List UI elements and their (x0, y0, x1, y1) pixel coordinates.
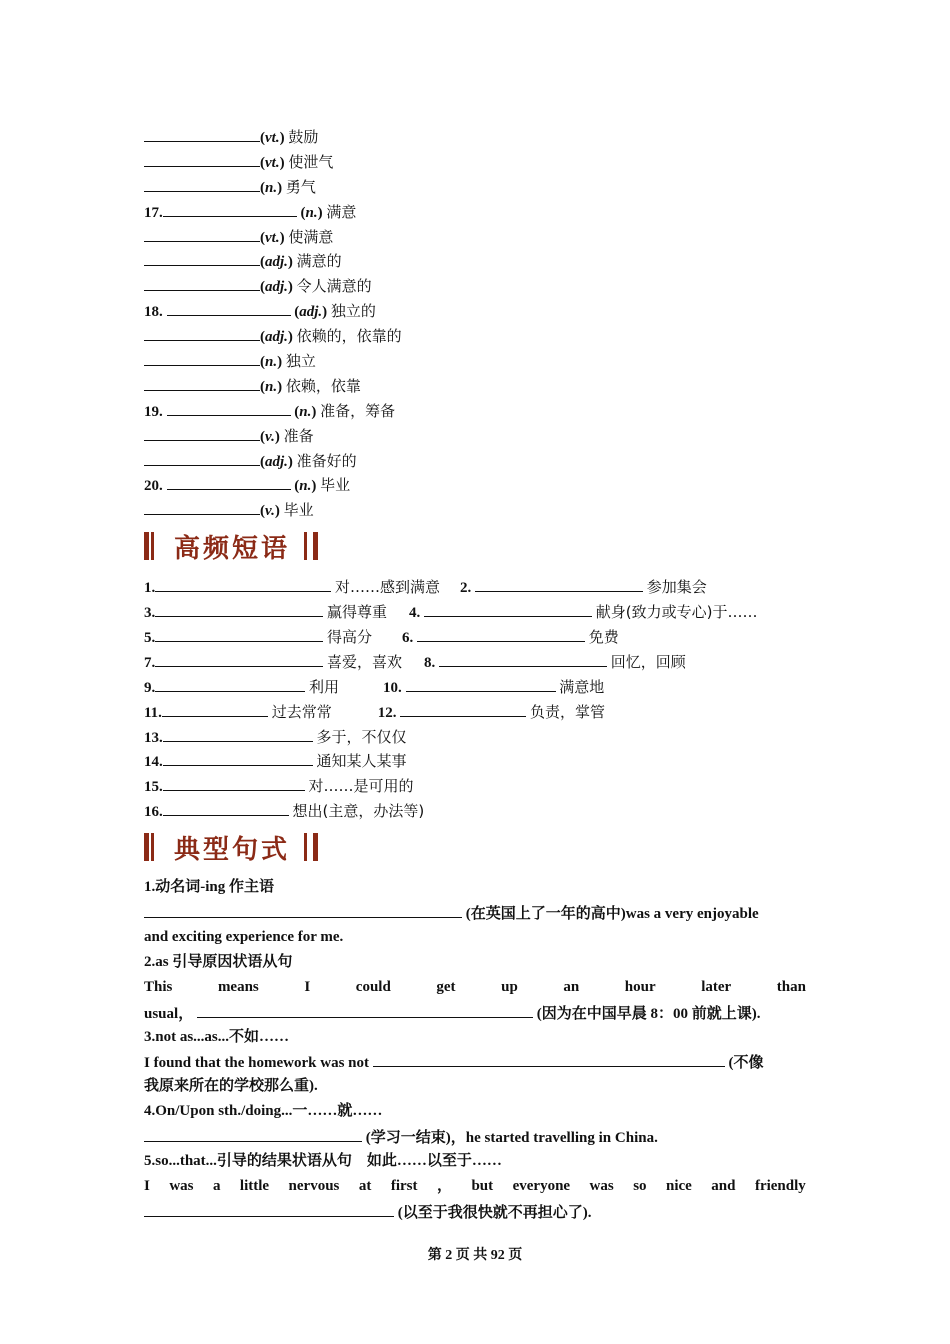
phrase-row (144, 724, 806, 749)
sentence-word: was (169, 1177, 194, 1194)
item-number: 18. (144, 304, 163, 321)
answer-blank[interactable] (424, 599, 592, 617)
phrase-meaning: 通知某人某事 (316, 752, 407, 771)
answer-blank[interactable] (144, 224, 260, 242)
sentence-word: so (633, 1177, 647, 1194)
sentence-word: get (436, 978, 456, 995)
answer-blank[interactable] (144, 900, 462, 918)
sentence-word: at (358, 1177, 372, 1194)
item-number: 15. (144, 779, 163, 796)
vocab-row: (v.) 毕业 (144, 497, 806, 522)
part-of-speech: n. (299, 478, 312, 495)
sentence-word: could (355, 978, 391, 995)
sentence-word: first (390, 1177, 418, 1194)
banner-bar-icon (304, 833, 307, 861)
section-banner-phrases (144, 524, 806, 568)
answer-blank[interactable] (373, 1049, 725, 1067)
banner-bar-icon (144, 532, 149, 560)
sentence-title: 4.On/Upon sth./doing...一……就…… (144, 1103, 383, 1120)
meaning: 依赖的，依靠的 (296, 327, 402, 346)
vocab-row: (vt.) 使泄气 (144, 149, 806, 174)
phrase-meaning: 喜爱，喜欢 (327, 652, 403, 671)
phrase-meaning: 多于，不仅仅 (316, 727, 407, 746)
phrase-row (144, 574, 806, 599)
phrase-meaning: 得高分 (327, 628, 373, 647)
phrase-meaning: 对……感到满意 (335, 578, 441, 597)
answer-blank[interactable] (417, 624, 585, 642)
sentence-title: 1.动名词-ing 作主语 (144, 879, 275, 896)
phrase-meaning: 过去常常 (271, 702, 332, 721)
sentence-hint: (学习一结束)，he started travelling in China. (365, 1130, 658, 1147)
item-number: 17. (144, 204, 163, 221)
sentence-word: was (589, 1177, 614, 1194)
part-of-speech: n. (265, 378, 278, 395)
item-number: 10. (383, 679, 402, 696)
sentence-word: little (239, 1177, 270, 1194)
meaning: 准备，筹备 (320, 401, 396, 420)
answer-blank[interactable] (406, 674, 556, 692)
worksheet-page (144, 124, 806, 1224)
answer-blank[interactable] (144, 124, 260, 142)
sentence-justified-row (144, 975, 806, 1000)
part-of-speech: n. (305, 204, 318, 221)
sentence-title: 3.not as...as...不如…… (144, 1028, 290, 1045)
answer-blank[interactable] (144, 448, 260, 466)
answer-blank[interactable] (144, 373, 260, 391)
part-of-speech: vt. (265, 130, 280, 146)
vocab-list (144, 124, 806, 522)
part-of-speech: adj. (265, 453, 288, 470)
item-number: 16. (144, 804, 163, 821)
sentence-row (144, 1124, 806, 1149)
part-of-speech: adj. (265, 279, 288, 296)
vocab-row: (adj.) 准备好的 (144, 448, 806, 473)
sentence-word: nervous (288, 1177, 340, 1194)
item-number: 1. (144, 580, 156, 597)
sentence-word: I (144, 1177, 150, 1194)
sentence-word: I (304, 978, 311, 995)
part-of-speech: n. (265, 179, 278, 196)
section-title: 典型句式 (174, 834, 291, 865)
phrase-meaning: 想出(主意，办法等) (292, 802, 425, 821)
answer-blank[interactable] (144, 273, 260, 291)
answer-blank[interactable] (475, 574, 643, 592)
phrase-row (144, 674, 806, 699)
meaning: 毕业 (320, 476, 351, 495)
meaning: 独立 (285, 352, 316, 371)
meaning: 独立的 (330, 302, 376, 321)
answer-blank[interactable] (155, 574, 331, 592)
part-of-speech: v. (265, 503, 275, 520)
vocab-row: 20. (n.) 毕业 (144, 472, 806, 497)
meaning: 满意 (326, 202, 357, 221)
phrase-meaning: 献身(致力或专心)于…… (595, 603, 758, 622)
phrase-meaning: 赢得尊重 (327, 603, 388, 622)
sentence-title: 5.so...that...引导的结果状语从句 如此……以至于…… (144, 1152, 502, 1169)
sentence-hint: (以至于我很快就不再担心了). (397, 1204, 592, 1221)
section-title: 高频短语 (174, 533, 291, 564)
phrase-meaning: 参加集会 (646, 578, 707, 597)
answer-blank[interactable] (155, 649, 323, 667)
phrase-meaning: 免费 (588, 628, 619, 647)
item-number: 5. (144, 630, 156, 647)
item-number: 13. (144, 729, 163, 746)
banner-bar-icon (313, 833, 318, 861)
banner-bar-icon (313, 532, 318, 560)
phrase-meaning: 满意地 (559, 677, 605, 696)
answer-blank[interactable] (144, 174, 260, 192)
meaning: 满意的 (296, 252, 342, 271)
phrase-row (144, 798, 806, 823)
phrase-row (144, 649, 806, 674)
item-number: 4. (409, 605, 421, 622)
vocab-row: 17. (n.) 满意 (144, 199, 806, 224)
answer-blank[interactable] (163, 199, 297, 217)
sentence-continuation: 我原来所在的学校那么重). (144, 1078, 318, 1095)
sentence-row (144, 900, 806, 925)
part-of-speech: adj. (299, 304, 323, 321)
banner-bar-icon (151, 833, 154, 861)
answer-blank[interactable] (167, 472, 291, 490)
item-number: 8. (424, 654, 436, 671)
item-number: 3. (144, 605, 156, 622)
sentence-word: than (776, 978, 806, 995)
part-of-speech: vt. (265, 229, 280, 246)
sentence-list (144, 875, 806, 1223)
answer-blank[interactable] (197, 1000, 533, 1018)
sentence-row (144, 1049, 806, 1074)
answer-blank[interactable] (144, 1124, 362, 1142)
sentence-row (144, 1000, 806, 1025)
sentence-justified-row (144, 1174, 806, 1199)
answer-blank[interactable] (155, 674, 305, 692)
phrase-meaning: 对……是可用的 (308, 777, 414, 796)
vocab-row: (n.) 勇气 (144, 174, 806, 199)
answer-blank[interactable] (163, 748, 313, 766)
answer-blank[interactable] (144, 248, 260, 266)
part-of-speech: vt. (265, 154, 280, 171)
answer-blank[interactable] (155, 624, 323, 642)
vocab-row: (adj.) 满意的 (144, 248, 806, 273)
answer-blank[interactable] (144, 497, 260, 515)
phrase-meaning: 负责，掌管 (529, 702, 605, 721)
phrase-row (144, 773, 806, 798)
sentence-word: an (563, 978, 580, 995)
answer-blank[interactable] (155, 599, 323, 617)
sentence-word: hour (624, 978, 656, 995)
sentence-row (144, 1199, 806, 1224)
answer-blank[interactable] (144, 423, 260, 441)
answer-blank[interactable] (163, 773, 305, 791)
vocab-row: 19. (n.) 准备，筹备 (144, 398, 806, 423)
item-number: 7. (144, 654, 156, 671)
phrase-row (144, 699, 806, 724)
vocab-row: (vt.) 鼓励 (144, 124, 806, 149)
answer-blank[interactable] (144, 323, 260, 341)
meaning: 准备好的 (296, 451, 357, 470)
item-number: 2. (460, 580, 472, 597)
phrase-list (144, 574, 806, 823)
item-number: 9. (144, 679, 156, 696)
phrase-row (144, 748, 806, 773)
phrase-row (144, 599, 806, 624)
sentence-word: This (144, 978, 173, 995)
item-number: 6. (402, 630, 414, 647)
meaning: 依赖，依靠 (285, 376, 361, 395)
item-number: 11. (144, 704, 162, 721)
phrase-meaning: 利用 (309, 677, 340, 696)
sentence-word: nice (666, 1177, 692, 1194)
meaning: 使满意 (288, 227, 334, 246)
sentence-word: friendly (754, 1177, 806, 1194)
vocab-row: (vt.) 使满意 (144, 224, 806, 249)
phrase-meaning: 回忆，回顾 (610, 652, 686, 671)
meaning: 鼓励 (288, 128, 319, 146)
meaning: 令人满意的 (296, 277, 372, 296)
banner-bar-icon (144, 833, 149, 861)
item-number: 20. (144, 478, 163, 495)
answer-blank[interactable] (167, 298, 291, 316)
vocab-row: (v.) 准备 (144, 423, 806, 448)
sentence-title: 2.as 引导原因状语从句 (144, 953, 293, 970)
sentence-text: usual， (144, 1005, 194, 1022)
sentence-continuation: and exciting experience for me. (144, 928, 344, 945)
part-of-speech: v. (265, 428, 275, 445)
meaning: 使泄气 (288, 152, 334, 171)
part-of-speech: n. (299, 403, 312, 420)
part-of-speech: adj. (265, 254, 288, 271)
answer-blank[interactable] (144, 348, 260, 366)
item-number: 14. (144, 754, 163, 771)
answer-blank[interactable] (144, 1199, 394, 1217)
meaning: 勇气 (285, 177, 316, 196)
banner-bar-icon (304, 532, 307, 560)
sentence-word: everyone (512, 1177, 571, 1194)
item-number: 12. (377, 704, 397, 721)
answer-blank[interactable] (162, 699, 268, 717)
sentence-word: ， (436, 1177, 452, 1194)
sentence-word: and (711, 1177, 736, 1194)
answer-blank[interactable] (439, 649, 607, 667)
answer-blank[interactable] (163, 798, 289, 816)
meaning: 准备 (283, 426, 314, 445)
sentence-word: up (501, 978, 518, 995)
answer-blank[interactable] (400, 699, 526, 717)
answer-blank[interactable] (163, 724, 313, 742)
vocab-row: 18. (adj.) 独立的 (144, 298, 806, 323)
answer-blank[interactable] (167, 398, 291, 416)
part-of-speech: n. (265, 354, 278, 371)
banner-bar-icon (151, 532, 154, 560)
item-number: 19. (144, 403, 163, 420)
vocab-row: (adj.) 依赖的，依靠的 (144, 323, 806, 348)
sentence-word: a (212, 1177, 221, 1194)
page-footer: 第 2 页 共 92 页 (427, 1248, 523, 1263)
vocab-row: (adj.) 令人满意的 (144, 273, 806, 298)
sentence-word: means (217, 978, 259, 995)
sentence-hint: (因为在中国早晨 8：00 前就上课). (536, 1005, 761, 1022)
phrase-row (144, 624, 806, 649)
sentence-word: but (471, 1177, 494, 1194)
vocab-row: (n.) 依赖，依靠 (144, 373, 806, 398)
answer-blank[interactable] (144, 149, 260, 167)
sentence-word: later (701, 978, 732, 995)
meaning: 毕业 (283, 501, 314, 520)
sentence-hint: (在英国上了一年的高中)was a very enjoyable (465, 906, 759, 923)
section-banner-sentences (144, 825, 806, 869)
sentence-text: I found that the homework was not (144, 1055, 370, 1072)
sentence-hint: (不像 (728, 1055, 764, 1072)
vocab-row: (n.) 独立 (144, 348, 806, 373)
part-of-speech: adj. (265, 329, 288, 346)
